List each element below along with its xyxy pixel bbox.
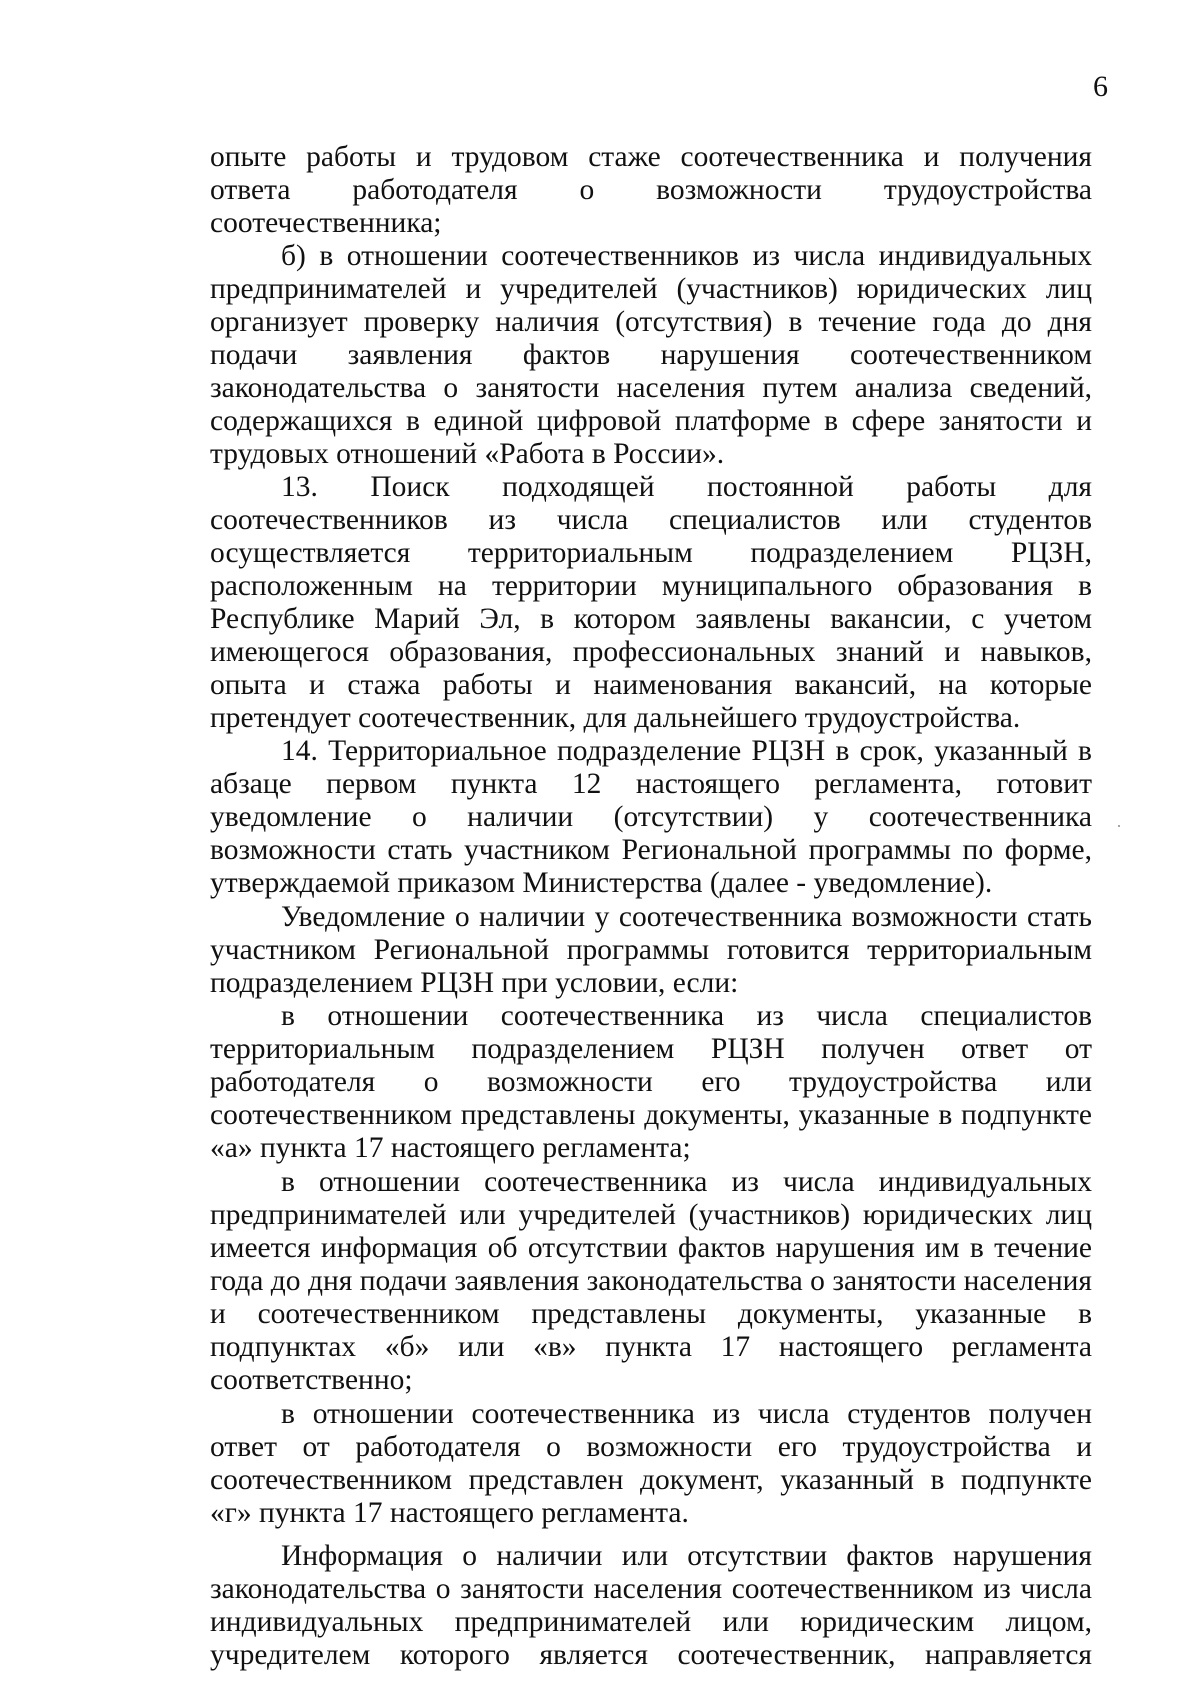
paragraph-violation-information: Информация о наличии или отсутствии фактов нарушения законодательства о занятости населения соотечественником из числа индивидуальных предпринимателей или юридическим лицом, учредителем которого является соотечественник, направляется xyxy=(210,1540,1092,1671)
paragraph-item-13: 13. Поиск подходящей постоянной работы для соотечественников из числа специалистов или студентов осуществляется территориальным подразделением РЦЗН, расположенным на территории муниципального образования в Республике Марий Эл, в котором заявлены вакансии, с учетом имеющегося образования, профессиональных знаний и навыков, опыта и стажа работы и наименования вакансий, на которые претендует соотечественник, для дальнейшего трудоустройства. xyxy=(210,471,1092,734)
paragraph-condition-specialists: в отношении соотечественника из числа специалистов территориальным подразделением РЦЗН получен ответ от работодателя о возможности его трудоустройства или соотечественником представлены документы, указанные в подпункте «а» пункта 17 настоящего регламента; xyxy=(210,1000,1092,1164)
paragraph-notification-conditions: Уведомление о наличии у соотечественника возможности стать участником Региональной программы готовится территориальным подразделением РЦЗН при условии, если: xyxy=(210,901,1092,999)
document-body xyxy=(210,141,1092,1672)
paragraph-continuation: опыте работы и трудовом стаже соотечественника и получения ответа работодателя о возможности трудоустройства соотечественника; xyxy=(210,141,1092,239)
paragraph-item-14: 14. Территориальное подразделение РЦЗН в срок, указанный в абзаце первом пункта 12 настоящего регламента, готовит уведомление о наличии (отсутствии) у соотечественника возможности стать участником Региональной программы по форме, утверждаемой приказом Министерства (далее - уведомление). xyxy=(210,735,1092,899)
page-number: 6 xyxy=(1093,70,1108,103)
paragraph-condition-students: в отношении соотечественника из числа студентов получен ответ от работодателя о возможности его трудоустройства и соотечественником представлен документ, указанный в подпункте «г» пункта 17 настоящего регламента. xyxy=(210,1398,1092,1529)
paragraph-condition-entrepreneurs: в отношении соотечественника из числа индивидуальных предпринимателей или учредителей (участников) юридических лиц имеется информация об отсутствии фактов нарушения им в течение года до дня подачи заявления законодательства о занятости населения и соотечественником представлены документы, указанные в подпунктах «б» или «в» пункта 17 настоящего регламента соответственно; xyxy=(210,1166,1092,1396)
paragraph-subitem-b: б) в отношении соотечественников из числа индивидуальных предпринимателей и учредителей (участников) юридических лиц организует проверку наличия (отсутствия) в течение года до дня подачи заявления фактов нарушения соотечественником законодательства о занятости населения путем анализа сведений, содержащихся в единой цифровой платформе в сфере занятости и трудовых отношений «Работа в России». xyxy=(210,240,1092,470)
scan-speck xyxy=(1118,825,1120,827)
